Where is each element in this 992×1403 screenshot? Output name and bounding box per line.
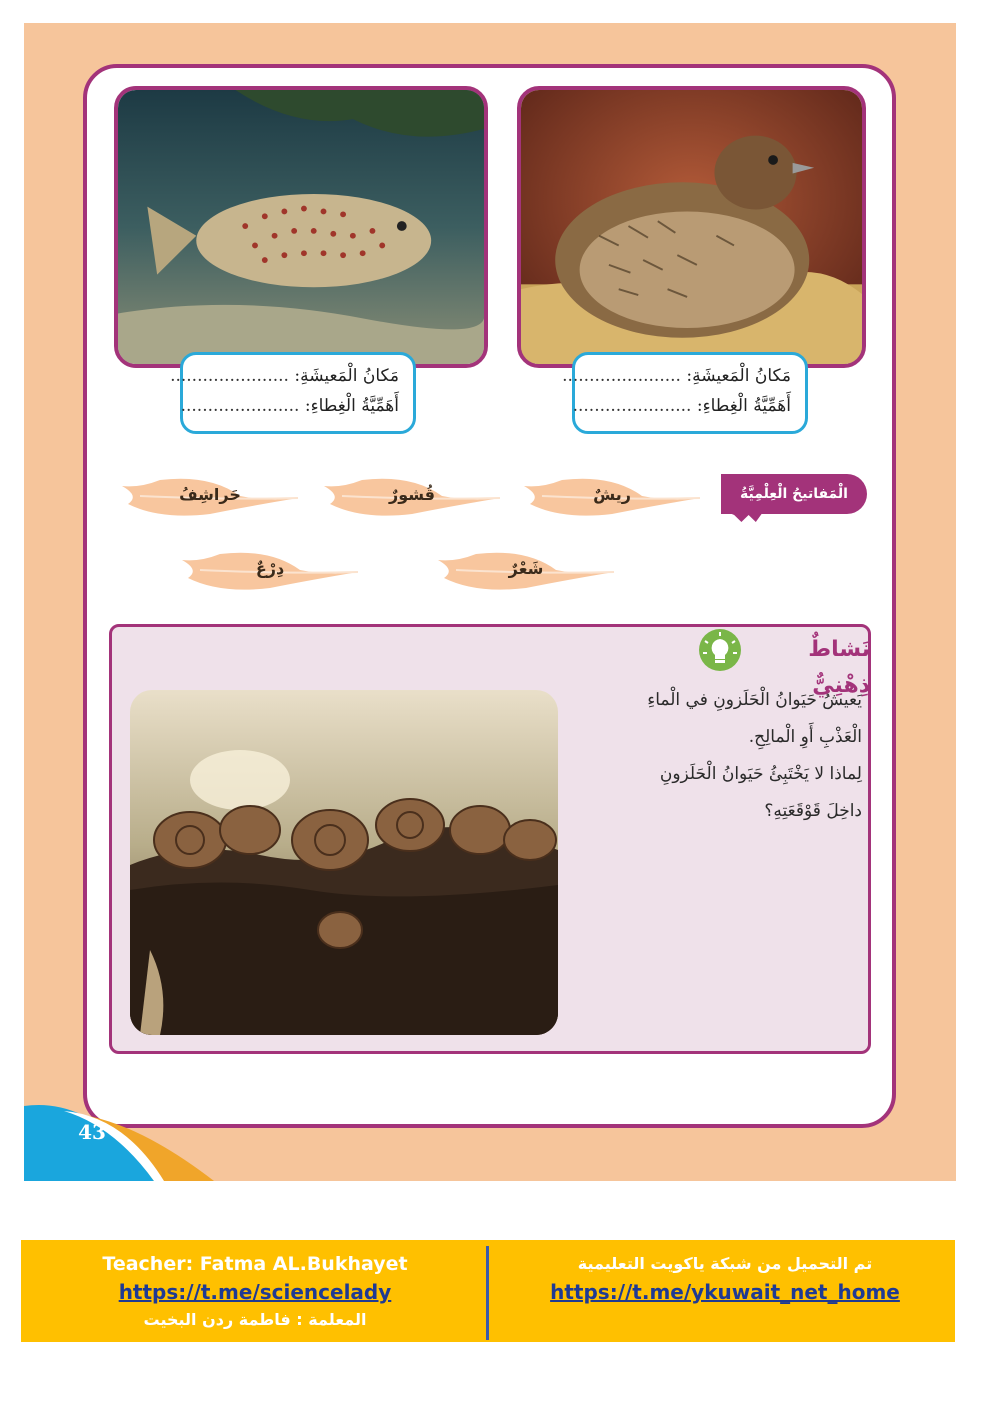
covering-label: أَهَمِّيَّةُ الْغِطاءِ: (696, 396, 791, 416)
teacher-name-arabic: المعلمة : فاطمة ردن البخيت (143, 1310, 367, 1329)
keyword-shells: قُشورٌ (389, 485, 435, 504)
covering-blank[interactable]: ...................... (180, 396, 300, 416)
download-source-text: تم التحميل من شبكة ياكويت التعليمية (577, 1254, 873, 1273)
footer-divider (486, 1246, 489, 1340)
activity-line: داخِلَ قَوْقَعَتِهِ؟ (764, 801, 862, 821)
teacher-channel-link[interactable]: https://t.me/sciencelady (118, 1280, 392, 1304)
habitat-blank[interactable]: ...................... (562, 366, 681, 386)
habitat-blank[interactable]: ...................... (170, 366, 289, 386)
snails-photo (130, 690, 558, 1035)
quail-habitat-box (562, 352, 808, 434)
activity-title: نَشاطٌ ذِهْنِيٌّ (808, 637, 870, 698)
keyword-feather (120, 466, 300, 526)
footer-source-info (520, 1250, 930, 1306)
keyword-feather (436, 540, 616, 600)
keyword-feather (180, 540, 360, 600)
keyword-feather (322, 466, 502, 526)
activity-line: الْعَذْبِ أَوِ الْمالِحِ. (748, 727, 862, 747)
covering-blank[interactable]: ...................... (572, 396, 692, 416)
keywords-label: الْمَفاتيحُ الْعِلْمِيَّةُ (721, 474, 867, 514)
activity-line: يَعيشُ حَيَوانُ الْحَلَزونِ في الْماءِ (647, 690, 862, 710)
fish-habitat-box (170, 352, 416, 434)
activity-question (576, 682, 862, 830)
grouper-fish-photo (114, 86, 488, 368)
activity-line: لِماذا لا يَخْتَبِئُ حَيَوانُ الْحَلَزونِ (659, 764, 862, 784)
quail-photo (517, 86, 866, 368)
source-channel-link[interactable]: https://t.me/ykuwait_net_home (550, 1280, 900, 1304)
habitat-label: مَكانُ الْمَعيشَةِ: (294, 366, 399, 386)
habitat-label: مَكانُ الْمَعيشَةِ: (686, 366, 791, 386)
keyword-hair: شَعْرٌ (508, 559, 544, 578)
page-number: 43 (78, 1120, 106, 1144)
teacher-name: Teacher: Fatma AL.Bukhayet (102, 1253, 408, 1275)
keyword-feather (522, 466, 702, 526)
page-corner-decoration (24, 1096, 224, 1181)
lightbulb-icon (697, 627, 743, 673)
covering-label: أَهَمِّيَّةُ الْغِطاءِ: (304, 396, 399, 416)
keyword-scales: حَراشِفُ (179, 485, 241, 504)
keyword-feathers: ريشٌ (593, 485, 631, 504)
keyword-armor: دِرْعٌ (255, 559, 285, 578)
footer-teacher-info (60, 1250, 450, 1334)
